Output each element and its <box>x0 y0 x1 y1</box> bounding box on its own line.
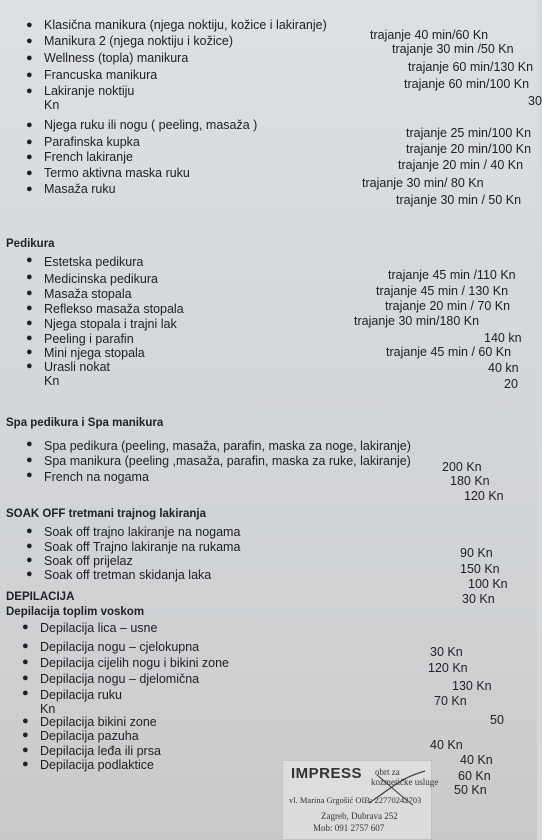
bullet: ● <box>26 454 33 466</box>
business-stamp <box>282 760 439 840</box>
service-price: 140 kn <box>484 331 522 345</box>
stamp-line: obrt za <box>375 767 400 777</box>
service-price: 70 Kn <box>434 694 467 708</box>
service-price: trajanje 20 min/100 Kn <box>406 142 532 156</box>
service-name: Masaža stopala <box>44 287 132 301</box>
service-name: Soak off trajno lakiranje na nogama <box>44 525 241 539</box>
service-name: Spa manikura (peeling ,masaža, parafin, maska za ruke, lakiranje) <box>44 454 411 468</box>
bullet: ● <box>26 568 33 580</box>
bullet: ● <box>26 525 33 537</box>
service-name: Depilacija nogu – djelomična <box>40 672 200 686</box>
bullet: ● <box>26 332 33 344</box>
service-price: trajanje 60 min/100 Kn <box>404 77 530 91</box>
service-price: 150 Kn <box>460 562 500 576</box>
service-price: 30 Kn <box>462 592 495 606</box>
bullet: ● <box>26 35 33 47</box>
service-name: Kn <box>44 374 60 388</box>
service-name: French lakiranje <box>44 150 133 164</box>
service-name: Depilacija nogu – cjelokupna <box>40 640 200 654</box>
service-price: 30 <box>528 94 542 108</box>
bullet: ● <box>26 271 33 283</box>
service-price: trajanje 25 min/100 Kn <box>406 126 532 140</box>
section-heading-depilacija: DEPILACIJA <box>6 591 75 603</box>
service-name: Depilacija pazuha <box>40 729 139 743</box>
service-price: 40 kn <box>488 361 519 375</box>
section-subheading-wax: Depilacija toplim voskom <box>6 606 145 618</box>
bullet: ● <box>26 346 33 358</box>
service-name: Soak off Trajno lakiranje na rukama <box>44 540 241 554</box>
section-heading-soak-off: SOAK OFF tretmani trajnog lakiranja <box>6 508 207 520</box>
service-price: 200 Kn <box>442 460 482 474</box>
bullet: ● <box>26 254 33 266</box>
service-name: Peeling i parafin <box>44 332 134 346</box>
service-name: Soak off tretman skidanja laka <box>44 568 212 582</box>
service-name: Depilacija leđa ili prsa <box>40 744 161 758</box>
stamp-line: Zagreb, Dubrava 252 <box>321 811 398 821</box>
stamp-line: Mob: 091 2757 607 <box>313 823 385 833</box>
service-name: Depilacija ruku <box>40 688 122 702</box>
service-price: 40 Kn <box>430 738 463 752</box>
service-price: 50 Kn <box>454 783 487 797</box>
service-name: Parafinska kupka <box>44 135 140 149</box>
service-name: Termo aktivna maska ruku <box>44 166 190 180</box>
service-name: Depilacija cijelih nogu i bikini zone <box>40 656 229 670</box>
bullet: ● <box>26 317 33 329</box>
section-heading-spa: Spa pedikura i Spa manikura <box>6 417 164 429</box>
service-name: Mini njega stopala <box>44 346 145 360</box>
service-name: Lakiranje noktiju <box>44 84 135 98</box>
service-name: Soak off prijelaz <box>44 554 133 568</box>
service-price: trajanje 45 min /110 Kn <box>388 268 516 282</box>
bullet: ● <box>22 715 29 727</box>
service-name: Depilacija podlaktice <box>40 758 154 772</box>
stamp-line: vl. Marina Grgošić OIB: 22770242703 <box>289 795 422 805</box>
stamp-logo: IMPRESS <box>291 765 363 782</box>
service-price: trajanje 20 min / 70 Kn <box>385 299 511 313</box>
service-price: trajanje 45 min / 60 Kn <box>386 345 512 359</box>
bullet: ● <box>26 151 33 163</box>
service-price: trajanje 60 min/130 Kn <box>408 60 534 74</box>
bullet: ● <box>26 287 33 299</box>
bullet: ● <box>26 136 33 148</box>
service-price: trajanje 30 min/180 Kn <box>354 314 480 328</box>
bullet: ● <box>26 119 33 131</box>
bullet: ● <box>22 656 29 668</box>
signature-icon <box>367 769 427 809</box>
bullet: ● <box>22 729 29 741</box>
service-price: 130 Kn <box>452 679 492 693</box>
bullet: ● <box>22 640 29 652</box>
service-price: trajanje 40 min/60 Kn <box>370 28 489 42</box>
service-name: Kn <box>40 702 56 716</box>
bullet: ● <box>26 302 33 314</box>
service-name: Depilacija lica – usne <box>40 621 158 635</box>
bullet: ● <box>26 19 33 31</box>
service-name: French na nogama <box>44 470 149 484</box>
service-name: Spa pedikura (peeling, masaža, parafin, maska za noge, lakiranje) <box>44 439 411 453</box>
service-name: Medicinska pedikura <box>44 272 158 286</box>
service-name: Masaža ruku <box>44 182 116 196</box>
section-heading-pedikura: Pedikura <box>6 238 55 250</box>
service-price: 60 Kn <box>458 769 491 783</box>
stamp-line: kozmetičke usluge <box>371 777 439 787</box>
service-price: 30 Kn <box>430 645 463 659</box>
service-price: 120 Kn <box>464 489 504 503</box>
service-price: 50 <box>490 713 504 727</box>
service-name: Reflekso masaža stopala <box>44 302 184 316</box>
bullet: ● <box>22 672 29 684</box>
service-name: Njega stopala i trajni lak <box>44 317 177 331</box>
service-name: Estetska pedikura <box>44 255 144 269</box>
service-price: 100 Kn <box>468 577 508 591</box>
service-price: trajanje 20 min / 40 Kn <box>398 158 524 172</box>
service-name: Kn <box>44 98 60 112</box>
service-name: Depilacija bikini zone <box>40 715 157 729</box>
service-name: Urasli nokat <box>44 360 110 374</box>
bullet: ● <box>22 687 29 699</box>
service-price: 180 Kn <box>450 474 490 488</box>
service-name: Wellness (topla) manikura <box>44 51 189 65</box>
bullet: ● <box>22 621 29 633</box>
bullet: ● <box>26 69 33 81</box>
bullet: ● <box>22 744 29 756</box>
bullet: ● <box>26 438 33 450</box>
bullet: ● <box>26 183 33 195</box>
bullet: ● <box>26 85 33 97</box>
service-price: trajanje 45 min / 130 Kn <box>376 284 509 298</box>
service-price: 20 <box>504 377 518 391</box>
service-price: 40 Kn <box>460 753 493 767</box>
service-name: Francuska manikura <box>44 68 158 82</box>
bullet: ● <box>26 540 33 552</box>
service-price: trajanje 30 min/ 80 Kn <box>362 176 484 190</box>
bullet: ● <box>26 469 33 481</box>
bullet: ● <box>26 52 33 64</box>
bullet: ● <box>26 167 33 179</box>
service-name: Klasična manikura (njega noktiju, kožice i lakiranje) <box>44 18 327 32</box>
service-price: trajanje 30 min / 50 Kn <box>396 193 522 207</box>
bullet: ● <box>22 758 29 770</box>
bullet: ● <box>26 360 33 372</box>
service-price: 120 Kn <box>428 661 468 675</box>
service-name: Njega ruku ili nogu ( peeling, masaža ) <box>44 118 258 132</box>
service-price: trajanje 30 min /50 Kn <box>392 42 514 56</box>
service-price: 90 Kn <box>460 546 493 560</box>
bullet: ● <box>26 554 33 566</box>
service-name: Manikura 2 (njega noktiju i kožice) <box>44 34 233 48</box>
